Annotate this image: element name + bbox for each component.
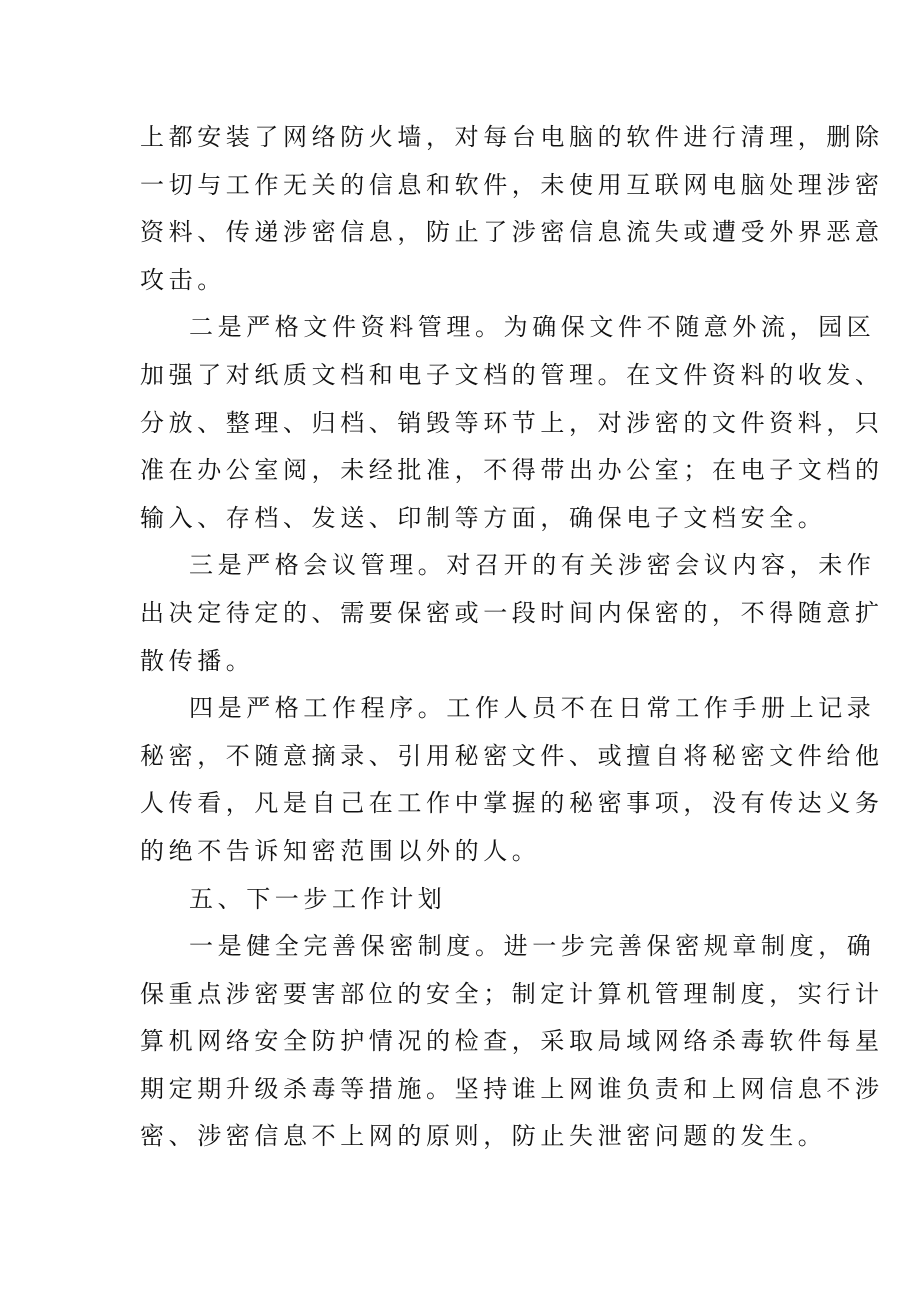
text-line: 攻击。 (140, 265, 226, 294)
text-line: 保重点涉密要害部位的安全；制定计算机管理制度，实行计 (140, 979, 884, 1008)
text-line: 人传看，凡是自己在工作中掌握的秘密事项，没有传达义务 (140, 789, 884, 818)
text-line: 期定期升级杀毒等措施。坚持谁上网谁负责和上网信息不涉 (140, 1074, 884, 1103)
text-line: 上都安装了网络防火墙，对每台电脑的软件进行清理，删除 (140, 123, 884, 151)
text-line: 散传播。 (140, 646, 255, 675)
text-line: 出决定待定的、需要保密或一段时间内保密的，不得随意扩 (140, 598, 884, 627)
text-line: 密、涉密信息不上网的原则，防止失泄密问题的发生。 (140, 1122, 827, 1151)
paragraph-start-line: 三是严格会议管理。对召开的有关涉密会议内容，未作 (189, 551, 876, 580)
paragraph-start-line: 二是严格文件资料管理。为确保文件不随意外流，园区 (189, 313, 876, 342)
text-line: 分放、整理、归档、销毁等环节上，对涉密的文件资料，只 (140, 408, 884, 437)
text-line: 秘密，不随意摘录、引用秘密文件、或擅自将秘密文件给他 (140, 741, 884, 770)
document-body (140, 114, 884, 1161)
section-heading: 五、下一步工作计划 (189, 884, 447, 913)
text-line: 准在办公室阅，未经批准，不得带出办公室；在电子文档的 (140, 456, 884, 485)
paragraph-start-line: 四是严格工作程序。工作人员不在日常工作手册上记录 (189, 694, 876, 723)
text-line: 的绝不告诉知密范围以外的人。 (140, 836, 541, 865)
text-line: 一切与工作无关的信息和软件，未使用互联网电脑处理涉密 (140, 170, 884, 199)
text-line: 算机网络安全防护情况的检查，采取局域网络杀毒软件每星 (140, 1027, 884, 1056)
paragraph-start-line: 一是健全完善保密制度。进一步完善保密规章制度，确 (189, 932, 876, 961)
text-line: 加强了对纸质文档和电子文档的管理。在文件资料的收发、 (140, 360, 884, 389)
text-line: 资料、传递涉密信息，防止了涉密信息流失或遭受外界恶意 (140, 218, 884, 247)
text-line: 输入、存档、发送、印制等方面，确保电子文档安全。 (140, 503, 827, 532)
